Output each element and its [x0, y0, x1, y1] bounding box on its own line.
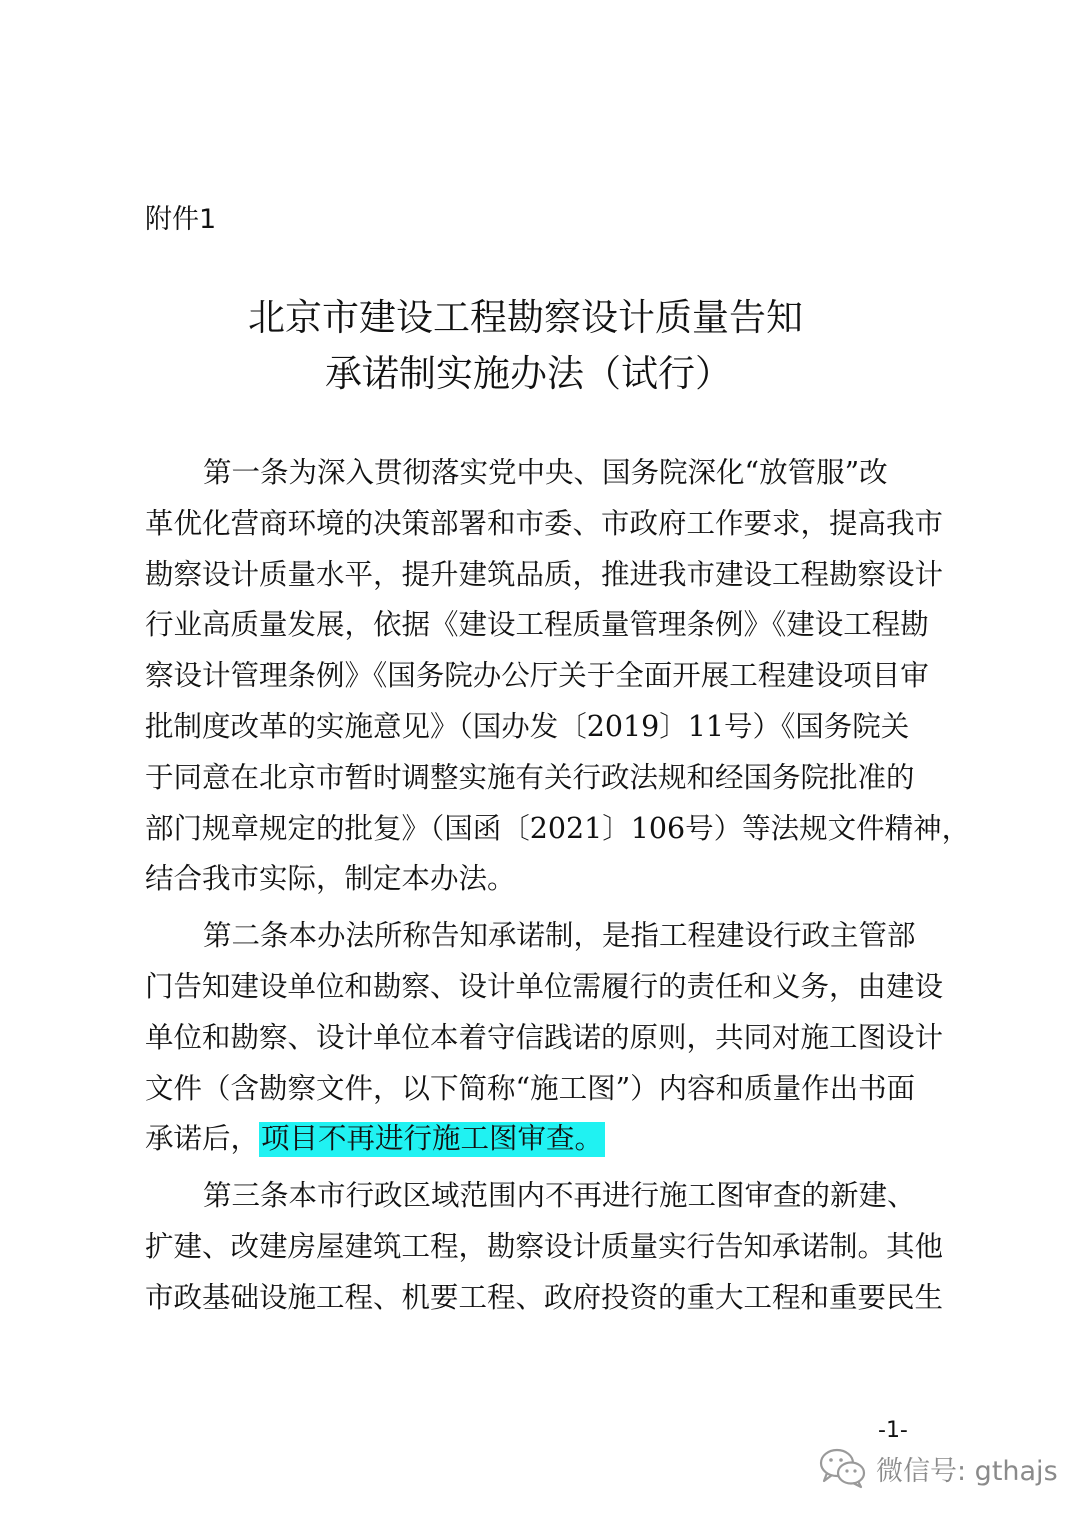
article-2-line: 第二条本办法所称告知承诺制，是指工程建设行政主管部	[203, 919, 916, 953]
article-1-line: 结合我市实际，制定本办法。	[145, 862, 516, 896]
article-1-line: 第一条为深入贯彻落实党中央、国务院深化“放管服”改	[203, 456, 888, 489]
document-body	[145, 448, 975, 1330]
article-2-line: 单位和勘察、设计单位本着守信践诺的原则，共同对施工图设计	[145, 1020, 944, 1054]
article-3-line: 扩建、改建房屋建筑工程，勘察设计质量实行告知承诺制。其他	[145, 1229, 944, 1263]
article-1-line: 批制度改革的实施意见》（国办发〔2019〕11号）《国务院关	[145, 709, 910, 743]
title-line-1: 北京市建设工程勘察设计质量告知	[248, 296, 803, 339]
article-1-line: 行业高质量发展，依据《建设工程质量管理条例》《建设工程勘	[145, 608, 929, 642]
article-2-last-line-prefix: 承诺后，	[145, 1122, 260, 1156]
wechat-watermark	[818, 1446, 1058, 1490]
article-1-line: 革优化营商环境的决策部署和市委、市政府工作要求，提高我市	[145, 506, 944, 540]
page-number: -1-	[878, 1418, 908, 1443]
article-2-line: 文件（含勘察文件，以下简称“施工图”）内容和质量作出书面	[145, 1071, 916, 1105]
article-1-line: 于同意在北京市暂时调整实施有关行政法规和经国务院批准的	[145, 760, 915, 794]
article-1-line: 察设计管理条例》《国务院办公厅关于全面开展工程建设项目审	[145, 659, 929, 693]
highlighted-text: 项目不再进行施工图审查。	[261, 1122, 604, 1156]
article-2-line	[145, 1114, 975, 1165]
article-3-line: 第三条本市行政区域范围内不再进行施工图审查的新建、	[203, 1179, 916, 1213]
title-line-2: 承诺制实施办法（试行）	[325, 352, 732, 395]
article-3-line: 市政基础设施工程、机要工程、政府投资的重大工程和重要民生	[145, 1280, 944, 1314]
article-1-line: 勘察设计质量水平，提升建筑品质，推进我市建设工程勘察设计	[145, 557, 944, 591]
document-title	[0, 290, 1080, 402]
watermark-text: 微信号: gthajs	[876, 1455, 1058, 1487]
article-1-line: 部门规章规定的批复》（国函〔2021〕106号）等法规文件精神，	[145, 811, 971, 845]
wechat-icon	[818, 1446, 868, 1490]
article-1	[145, 448, 975, 905]
article-2-line: 门告知建设单位和勘察、设计单位需履行的责任和义务，由建设	[145, 969, 944, 1003]
attachment-label: 附件1	[145, 204, 217, 235]
article-2	[145, 911, 975, 1165]
article-3	[145, 1171, 975, 1323]
